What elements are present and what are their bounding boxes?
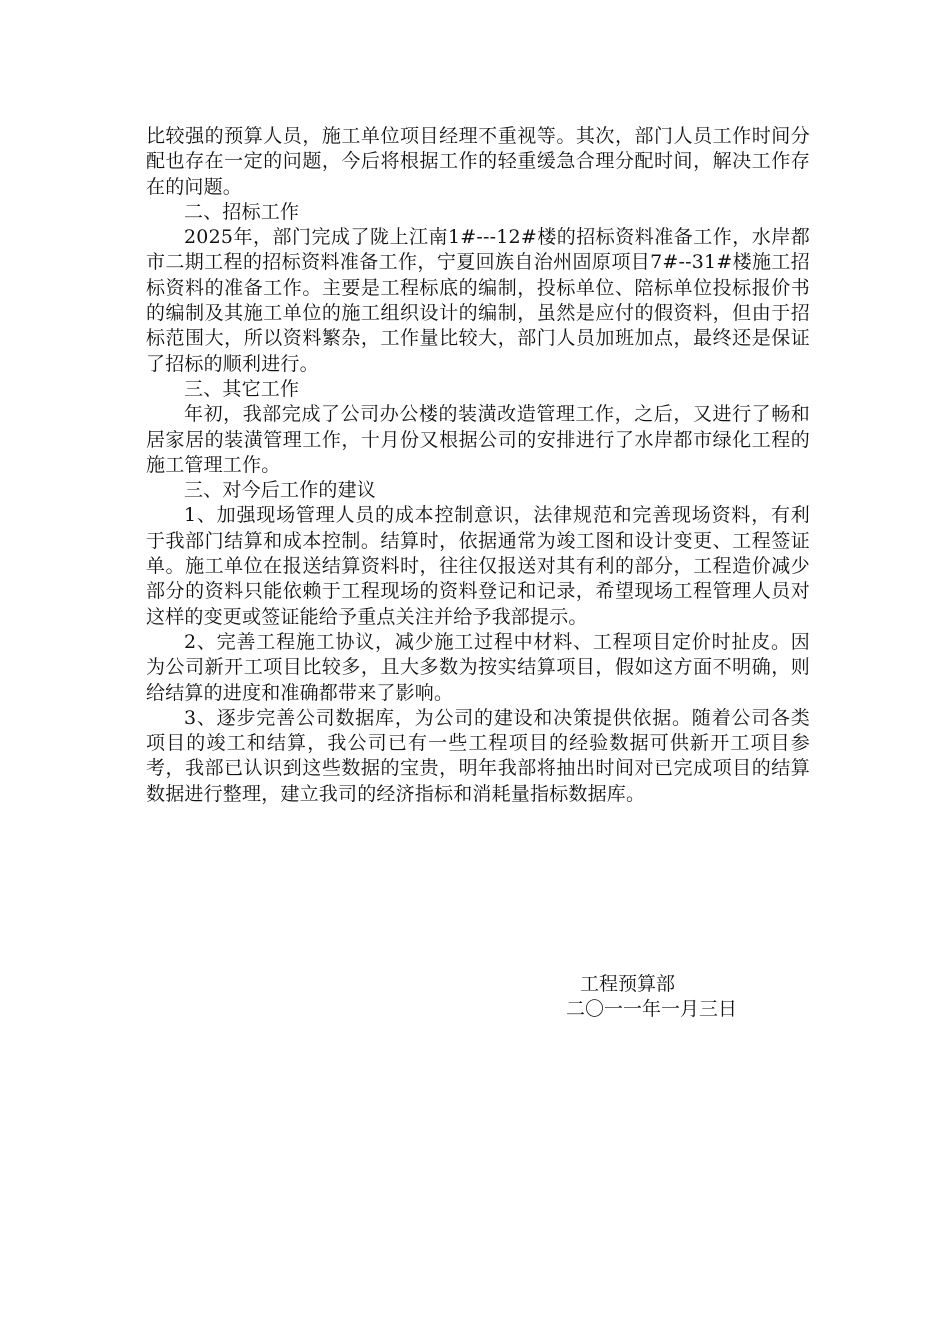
paragraph-bidding-work: 2025年，部门完成了陇上江南1#---12#楼的招标资料准备工作，水岸都市二期工程的招标资料准备工作，宁夏回族自治州固原项目7#--31#楼施工招标资料的准备工作。主要是工程标底的编制，投标单位、陪标单位投标报价书的编制及其施工单位的施工组织设计的编制，虽然是应付的假资料，但由于招标范围大，所以资料繁杂，工作量比较大，部门人员加班加点，最终还是保证了招标的顺利进行。 bbox=[146, 226, 810, 375]
paragraph-suggestion-1: 1、加强现场管理人员的成本控制意识，法律规范和完善现场资料，有利于我部门结算和成本控制。结算时，依据通常为竣工图和设计变更、工程签证单。施工单位在报送结算资料时，往往仅报送对其有利的部分，工程造价减少部分的资料只能依赖于工程现场的资料登记和记录，希望现场工程管理人员对这样的变更或签证能给予重点关注并给予我部提示。 bbox=[146, 504, 810, 628]
heading-other-work: 三、其它工作 bbox=[184, 377, 300, 400]
signature-department: 工程预算部 bbox=[580, 973, 676, 995]
document-body bbox=[146, 124, 810, 807]
paragraph-suggestion-3: 3、逐步完善公司数据库，为公司的建设和决策提供依据。随着公司各类项目的竣工和结算，我公司已有一些工程项目的经验数据可供新开工项目参考，我部已认识到这些数据的宝贵，明年我部将抽出时间对已完成项目的结算数据进行整理，建立我司的经济指标和消耗量指标数据库。 bbox=[146, 706, 810, 805]
signature-block bbox=[566, 972, 737, 1023]
heading-bidding-work: 二、招标工作 bbox=[184, 200, 300, 223]
paragraph-other-work: 年初，我部完成了公司办公楼的装潢改造管理工作，之后，又进行了畅和居家居的装潢管理工作，十月份又根据公司的安排进行了水岸都市绿化工程的施工管理工作。 bbox=[146, 403, 810, 476]
signature-date: 二〇一一年一月三日 bbox=[566, 998, 738, 1021]
paragraph-suggestion-2: 2、完善工程施工协议，减少施工过程中材料、工程项目定价时扯皮。因为公司新开工项目比较多，且大多数为按实结算项目，假如这方面不明确，则给结算的进度和准确都带来了影响。 bbox=[146, 630, 810, 704]
paragraph-budget-staff-continuation: 比较强的预算人员，施工单位项目经理不重视等。其次，部门人员工作时间分配也存在一定的问题，今后将根据工作的轻重缓急合理分配时间，解决工作存在的问题。 bbox=[146, 125, 810, 198]
heading-future-suggestions: 三、对今后工作的建议 bbox=[184, 479, 377, 502]
